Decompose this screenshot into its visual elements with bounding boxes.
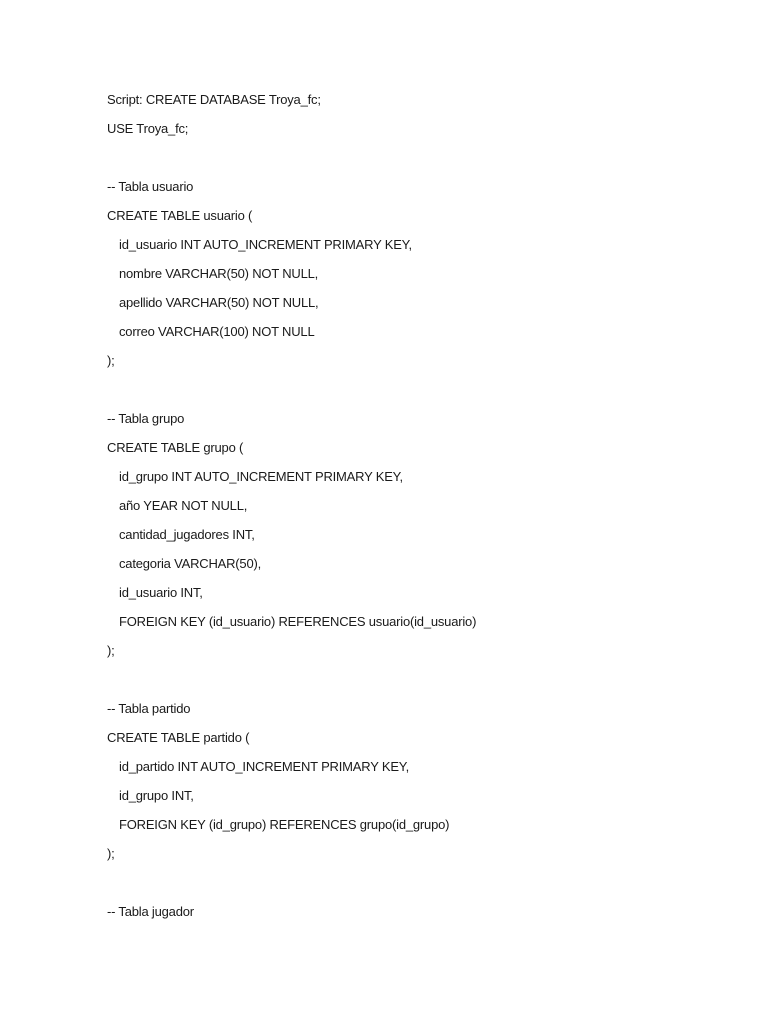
script-line: ); [107,643,115,658]
script-line: FOREIGN KEY (id_usuario) REFERENCES usuario(id_usuario) [119,614,477,629]
script-line: correo VARCHAR(100) NOT NULL [119,324,315,339]
script-line: -- Tabla usuario [107,179,194,194]
blank-line [107,868,727,897]
script-line: USE Troya_fc; [107,121,189,136]
blank-line [107,375,727,404]
script-line: FOREIGN KEY (id_grupo) REFERENCES grupo(id_grupo) [119,817,450,832]
script-line: categoria VARCHAR(50), [119,556,262,571]
script-line: ); [107,846,115,861]
blank-line [107,143,727,172]
script-line: nombre VARCHAR(50) NOT NULL, [119,266,319,281]
script-line: id_partido INT AUTO_INCREMENT PRIMARY KEY, [119,759,409,774]
script-line: Script: CREATE DATABASE Troya_fc; [107,92,321,107]
script-line: -- Tabla jugador [107,904,194,919]
script-line: -- Tabla grupo [107,411,185,426]
script-line: cantidad_jugadores INT, [119,527,255,542]
script-line: CREATE TABLE usuario ( [107,208,253,223]
script-line: id_grupo INT AUTO_INCREMENT PRIMARY KEY, [119,469,403,484]
script-line: ); [107,353,115,368]
script-line: -- Tabla partido [107,701,191,716]
script-line: año YEAR NOT NULL, [119,498,248,513]
script-line: id_usuario INT, [119,585,203,600]
sql-script-body [107,85,727,926]
script-line: apellido VARCHAR(50) NOT NULL, [119,295,319,310]
script-line: id_grupo INT, [119,788,194,803]
script-line: id_usuario INT AUTO_INCREMENT PRIMARY KEY, [119,237,412,252]
script-line: CREATE TABLE partido ( [107,730,250,745]
script-line: CREATE TABLE grupo ( [107,440,244,455]
blank-line [107,665,727,694]
